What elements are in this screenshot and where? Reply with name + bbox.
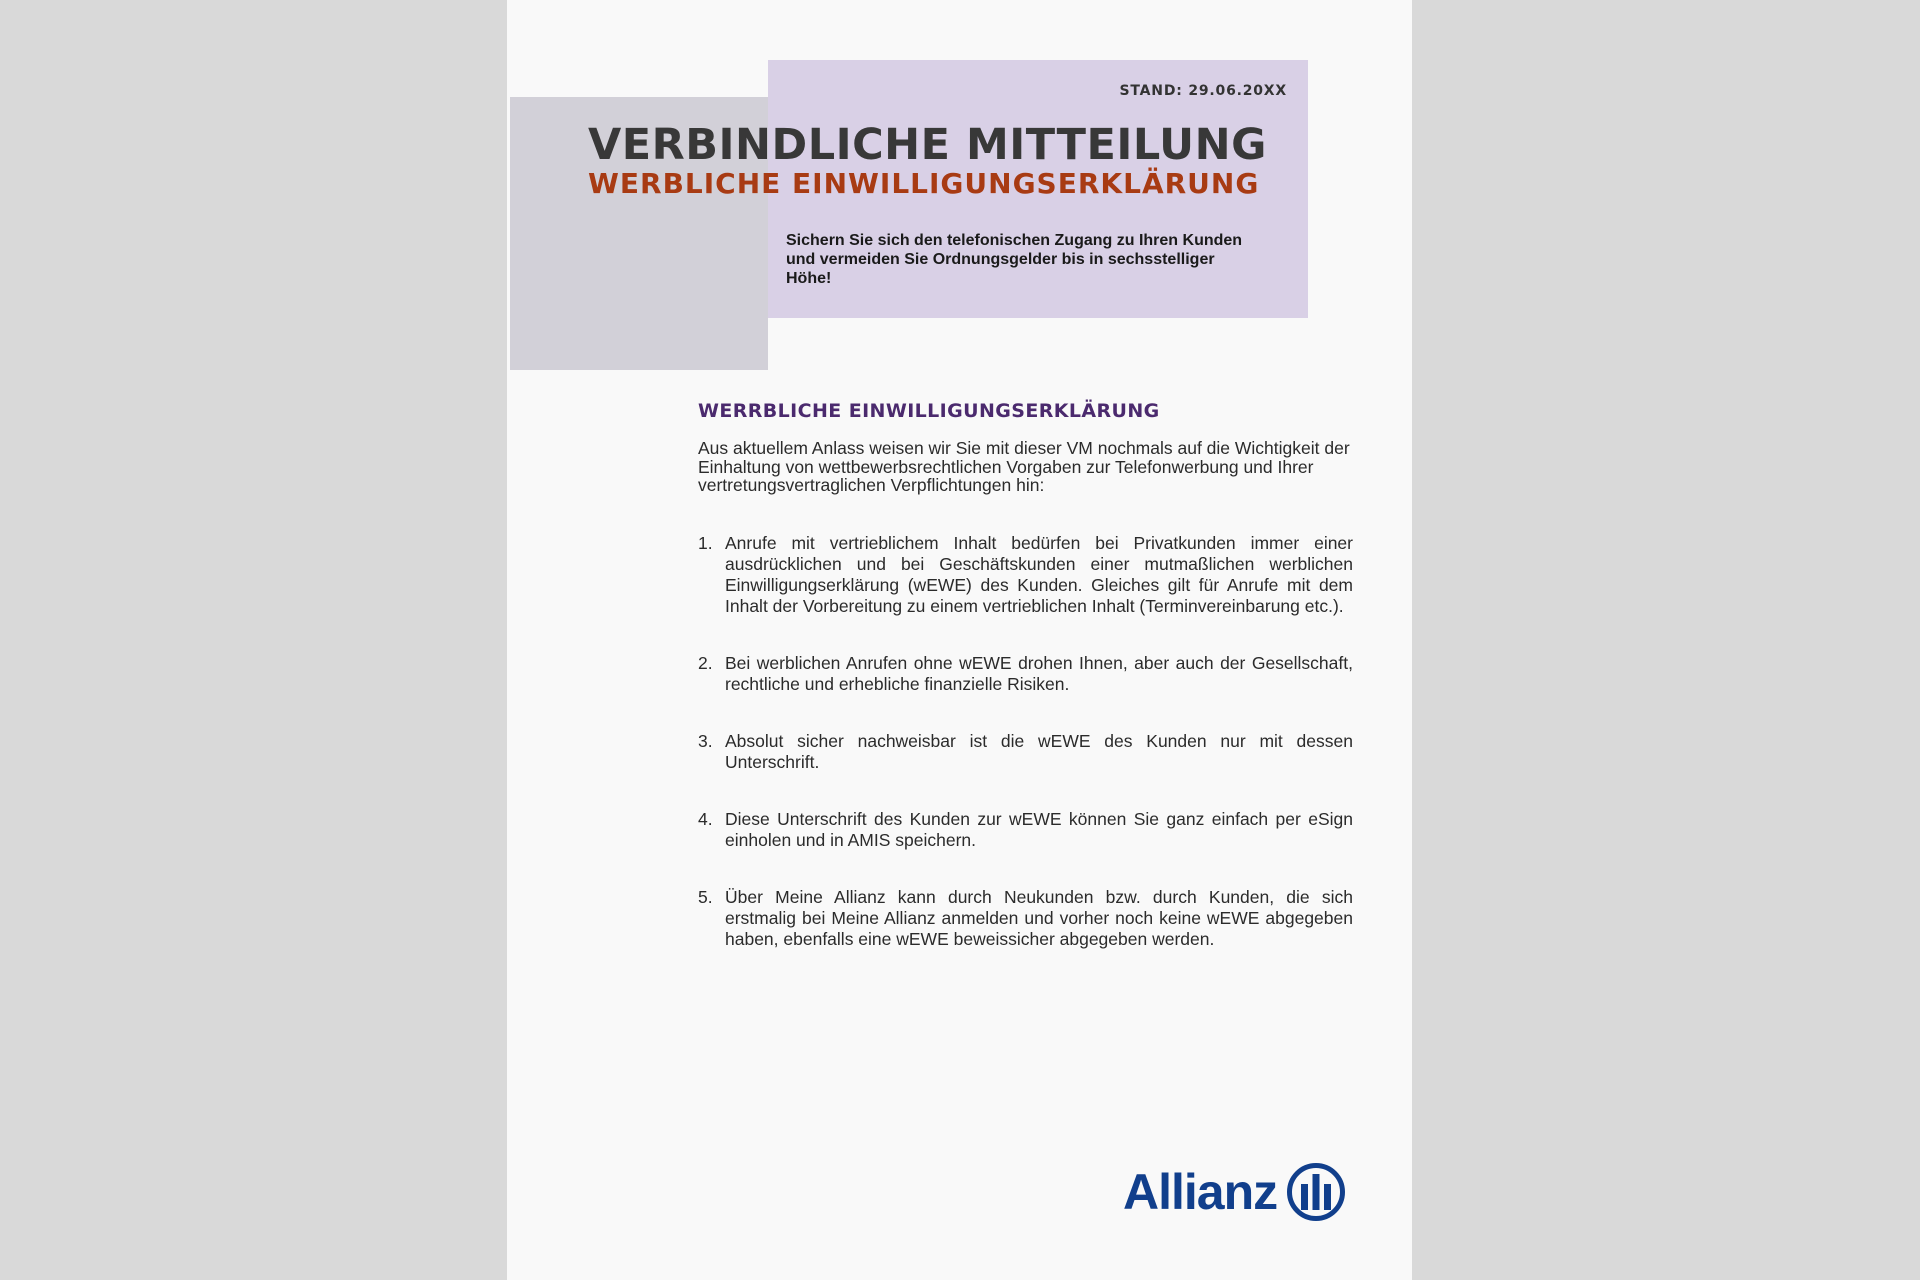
list-item [698,809,1353,851]
list-item-number: 2. [698,653,713,673]
list-item-text: Anrufe mit vertrieblichem Inhalt bedürfen bei Privatkunden immer einer ausdrücklichen und bei Geschäftskunden einer mutmaßlichen werblichen Einwilligungserklärung (wEWE) des Kunden. Gleiches gilt für Anrufe mit dem Inhalt der Vorbereitung zu einem vertrieblichen Inhalt (Terminvereinbarung etc.). [725,533,1353,616]
list-item-text: Absolut sicher nachweisbar ist die wEWE des Kunden nur mit dessen Unterschrift. [725,731,1353,772]
page-title: VERBINDLICHE MITTEILUNG [588,120,1267,170]
allianz-eagle-icon [1286,1162,1346,1222]
list-item [698,533,1353,617]
stand-date: STAND: 29.06.20XX [1119,83,1287,99]
list-item-text: Über Meine Allianz kann durch Neukunden bzw. durch Kunden, die sich erstmalig bei Meine Allianz anmelden und vorher noch keine wEWE abgegeben haben, ebenfalls eine wEWE beweissicher abgegeben werden. [725,887,1353,949]
list-item-text: Bei werblichen Anrufen ohne wEWE drohen Ihnen, aber auch der Gesellschaft, rechtliche und erhebliche finanzielle Risiken. [725,653,1353,694]
logo-wordmark: Allianz [1123,1164,1278,1220]
list-item-number: 3. [698,731,713,751]
section-heading: WERRBLICHE EINWILLIGUNGSERKLÄRUNG [698,400,1160,422]
list-item-number: 1. [698,533,713,553]
list-item [698,731,1353,773]
numbered-list [698,533,1353,986]
document-page [507,0,1412,1280]
intro-paragraph: Aus aktuellem Anlass weisen wir Sie mit dieser VM nochmals auf die Wichtigkeit der Einhaltung von wettbewerbsrechtlichen Vorgaben zur Telefonwerbung und Ihrer vertretungsvertraglichen Verpflichtungen hin: [698,438,1350,495]
page-subtitle: WERBLICHE EINWILLIGUNGSERKLÄRUNG [588,167,1260,200]
list-item-number: 5. [698,887,713,907]
list-item-text: Diese Unterschrift des Kunden zur wEWE können Sie ganz einfach per eSign einholen und in AMIS speichern. [725,809,1353,850]
list-item [698,887,1353,950]
allianz-logo [1123,1162,1346,1222]
tagline: Sichern Sie sich den telefonischen Zugang zu Ihren Kunden und vermeiden Sie Ordnungsgelder bis in sechsstelliger Höhe! [786,232,1243,287]
list-item [698,653,1353,695]
list-item-number: 4. [698,809,713,829]
